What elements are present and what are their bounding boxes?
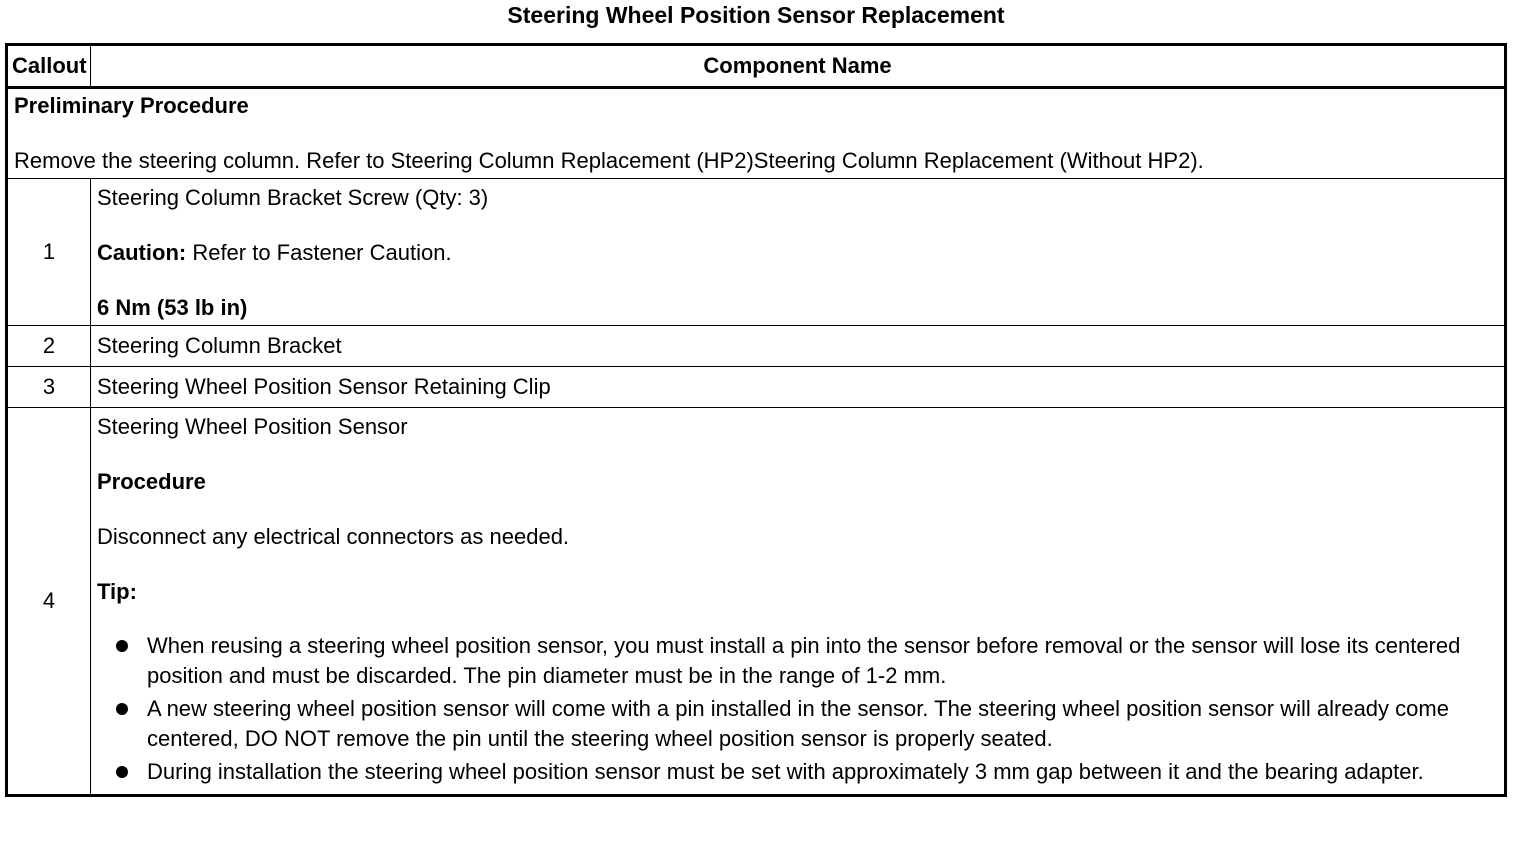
callout-number: 1	[7, 179, 91, 326]
table-row	[7, 326, 1506, 367]
component-cell	[91, 408, 1506, 796]
list-item	[97, 694, 1498, 754]
callout-number: 3	[7, 367, 91, 408]
tip-heading: Tip:	[97, 579, 137, 604]
caution-text: Refer to Fastener Caution.	[186, 240, 452, 265]
component-name: Steering Column Bracket	[91, 326, 1506, 367]
component-cell	[91, 179, 1506, 326]
table-row	[7, 179, 1506, 326]
bullet-icon	[116, 703, 128, 715]
preliminary-heading: Preliminary Procedure	[14, 93, 249, 118]
caution-note	[97, 240, 1498, 266]
preliminary-row	[7, 88, 1506, 179]
procedure-heading: Procedure	[97, 469, 206, 494]
preliminary-text: Remove the steering column. Refer to Steering Column Replacement (HP2)Steering Column Replacement (Without HP2).	[14, 148, 1204, 173]
component-name: Steering Wheel Position Sensor Retaining Clip	[91, 367, 1506, 408]
preliminary-cell	[7, 88, 1506, 179]
table-header-row	[7, 45, 1506, 88]
list-item	[97, 757, 1498, 787]
callout-number: 2	[7, 326, 91, 367]
callout-number: 4	[7, 408, 91, 796]
component-name-header: Component Name	[91, 45, 1506, 88]
page-title: Steering Wheel Position Sensor Replacement	[507, 2, 1005, 28]
caution-label: Caution:	[97, 240, 187, 265]
list-item	[97, 631, 1498, 691]
component-name: Steering Wheel Position Sensor	[97, 414, 408, 439]
tip-list	[97, 631, 1498, 787]
table-row	[7, 408, 1506, 796]
bullet-icon	[116, 766, 128, 778]
table-row	[7, 367, 1506, 408]
tip-text: During installation the steering wheel position sensor must be set with approximately 3 mm gap between it and the bearing adapter.	[147, 759, 1424, 784]
component-table	[5, 43, 1507, 797]
component-name: Steering Column Bracket Screw (Qty: 3)	[97, 185, 489, 210]
tip-text: A new steering wheel position sensor will come with a pin installed in the sensor. The steering wheel position sensor will already come centered, DO NOT remove the pin until the steering wheel position sensor is properly seated.	[147, 696, 1449, 751]
tip-text: When reusing a steering wheel position sensor, you must install a pin into the sensor before removal or the sensor will lose its centered position and must be discarded. The pin diameter must be in the range of 1-2 mm.	[147, 633, 1461, 688]
bullet-icon	[116, 640, 128, 652]
torque-spec: 6 Nm (53 lb in)	[97, 295, 248, 320]
procedure-text: Disconnect any electrical connectors as needed.	[97, 524, 570, 549]
callout-header: Callout	[7, 45, 91, 88]
